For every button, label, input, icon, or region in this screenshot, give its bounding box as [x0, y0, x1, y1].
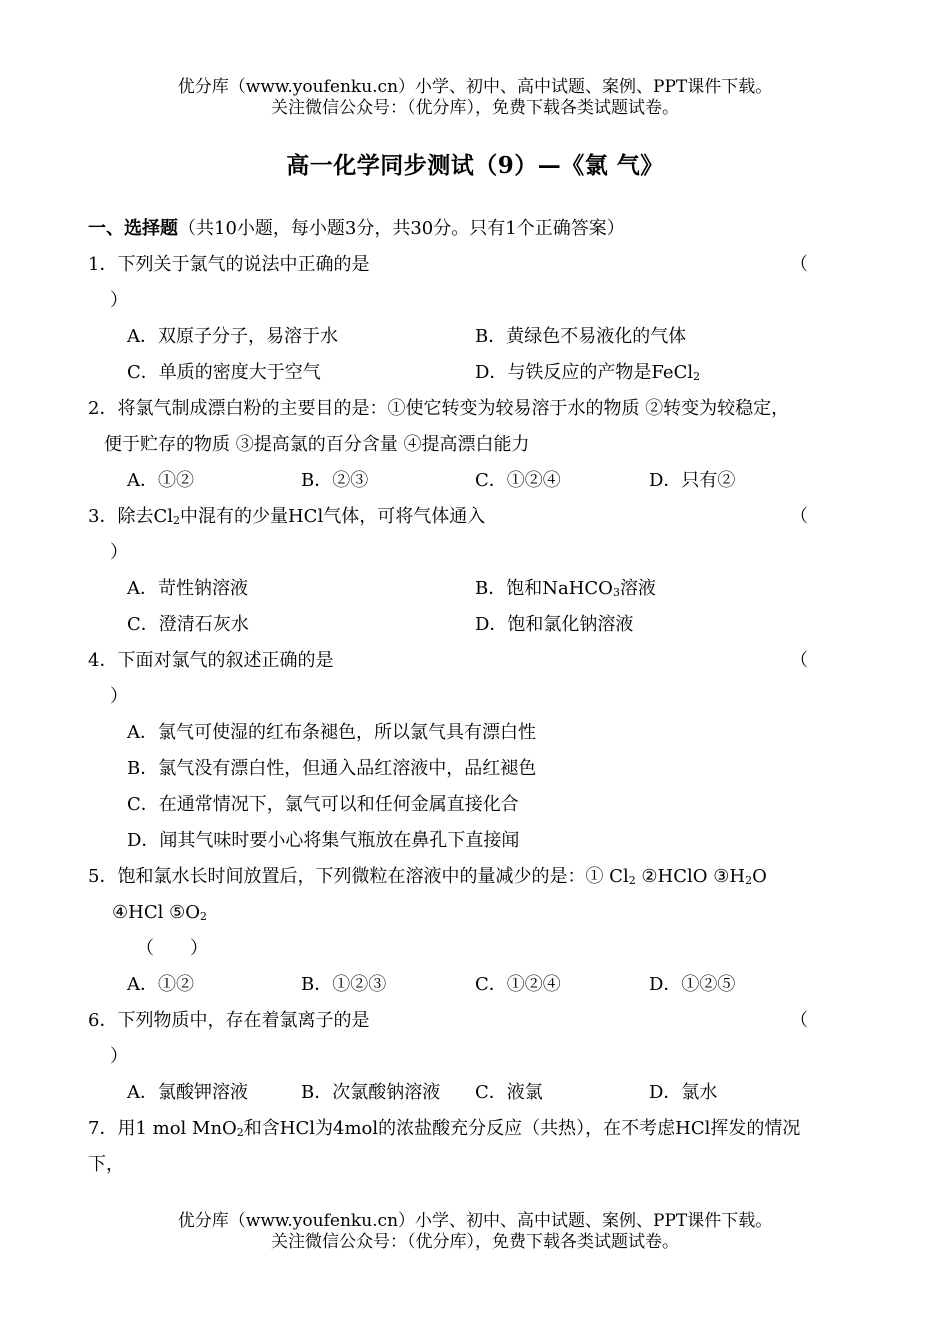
q6-option-d: D．氯水	[649, 1082, 718, 1103]
question-5-continuation	[88, 900, 868, 936]
q2-option-d: D．只有②	[649, 470, 736, 491]
answer-paren-open: （	[790, 254, 808, 275]
question-2-continuation	[88, 432, 868, 468]
q1-option-b: B．黄绿色不易液化的气体	[475, 326, 687, 347]
q5-option-c: C．①②④	[475, 974, 561, 995]
q2-option-c: C．①②④	[475, 470, 561, 491]
question-2-text-line-1: 2．将氯气制成漂白粉的主要目的是：①使它转变为较易溶于水的物质 ②转变为较稳定，	[88, 398, 790, 419]
q1-option-a: A．双原子分子，易溶于水	[127, 326, 338, 347]
question-3-text: 3．除去$Cl_2$中混有的少量HCl气体，可将气体通入	[88, 506, 486, 527]
answer-paren-open: （	[790, 506, 808, 527]
question-1-text: 1．下列关于氯气的说法中正确的是	[88, 254, 370, 275]
q3-option-d: D．饱和氯化钠溶液	[475, 614, 634, 635]
q6-option-b: B．次氯酸钠溶液	[301, 1082, 441, 1103]
answer-paren-row	[88, 1044, 868, 1080]
answer-paren-row	[88, 684, 868, 720]
question-5-text-line-1: 5．饱和氯水长时间放置后，下列微粒在溶液中的量减少的是：① $Cl_2$ ②HClO $③H_2O$	[88, 866, 767, 887]
q2-option-a: A．①②	[127, 470, 194, 491]
footer-line-1: 优分库（www.youfenku.cn）小学、初中、高中试题、案例、PPT课件下载。	[177, 1211, 773, 1231]
page-footer	[0, 1211, 950, 1253]
question-1-options-row-2	[88, 360, 868, 396]
answer-paren-close: ）	[110, 542, 128, 563]
question-7-text-line-2: 下，	[88, 1154, 124, 1175]
answer-paren-open: （	[790, 650, 808, 671]
header-line-1: 优分库（www.youfenku.cn）小学、初中、高中试题、案例、PPT课件下载。	[177, 77, 773, 97]
q4-option-b: B．氯气没有漂白性，但通入品红溶液中，品红褪色	[127, 758, 537, 779]
section-heading	[88, 216, 868, 252]
question-5-options	[88, 972, 868, 1008]
answer-paren-close: ）	[110, 686, 128, 707]
q2-option-b: B．②③	[301, 470, 369, 491]
q4-option-d: D．闻其气味时要小心将集气瓶放在鼻孔下直接闻	[127, 830, 520, 851]
question-5-text-line-2: ④HCl $⑤O_2$	[112, 902, 207, 923]
page-title: 高一化学同步测试（9）—《氯 气》	[286, 152, 664, 179]
question-6	[88, 1008, 868, 1044]
page-header	[0, 77, 950, 119]
question-2-options	[88, 468, 868, 504]
q6-option-c: C．液氯	[475, 1082, 543, 1103]
question-3-options-row-2	[88, 612, 868, 648]
question-1	[88, 252, 868, 288]
answer-paren-close: ）	[110, 1046, 128, 1067]
question-4-text: 4．下面对氯气的叙述正确的是	[88, 650, 334, 671]
question-2	[88, 396, 868, 432]
header-line-2: 关注微信公众号：（优分库），免费下载各类试题试卷。	[271, 98, 679, 118]
exam-content	[88, 216, 868, 1188]
answer-paren-row	[88, 540, 868, 576]
q1-option-d: D．与铁反应的产物是FeCl$_2$	[475, 362, 701, 383]
answer-paren-open: （	[790, 1010, 808, 1031]
question-3-options-row-1	[88, 576, 868, 612]
question-5	[88, 864, 868, 900]
question-1-options-row-1	[88, 324, 868, 360]
question-7-continuation	[88, 1152, 868, 1188]
q6-option-a: A．氯酸钾溶液	[127, 1082, 248, 1103]
section-description: （共10小题，每小题3分，共30分。只有1个正确答案）	[178, 218, 625, 239]
q4-option-c: C．在通常情况下，氯气可以和任何金属直接化合	[127, 794, 519, 815]
question-2-text-line-2: 便于贮存的物质 ③提高氯的百分含量 ④提高漂白能力	[104, 434, 530, 455]
q3-option-b: B．饱和NaHCO$_3$溶液	[475, 578, 656, 599]
q4-option-a: A．氯气可使湿的红布条褪色，所以氯气具有漂白性	[127, 722, 536, 743]
q1-option-c: C．单质的密度大于空气	[127, 362, 321, 383]
answer-paren-close: ）	[110, 290, 128, 311]
section-label: 一、选择题	[88, 218, 178, 239]
question-6-text: 6．下列物质中，存在着氯离子的是	[88, 1010, 370, 1031]
question-7-text-line-1: 7．用1 mol MnO$_2$和含HCl为4mol的浓盐酸充分反应（共热），在不考虑HCl挥发的情况	[88, 1118, 801, 1139]
q5-option-b: B．①②③	[301, 974, 387, 995]
question-7	[88, 1116, 868, 1152]
question-3	[88, 504, 868, 540]
q3-option-c: C．澄清石灰水	[127, 614, 249, 635]
q5-option-a: A．①②	[127, 974, 194, 995]
question-6-options	[88, 1080, 868, 1116]
question-4	[88, 648, 868, 684]
q3-option-a: A．苛性钠溶液	[127, 578, 248, 599]
footer-line-2: 关注微信公众号：（优分库），免费下载各类试题试卷。	[271, 1232, 679, 1252]
q5-option-d: D．①②⑤	[649, 974, 736, 995]
answer-paren-pair: （ ）	[136, 938, 208, 959]
answer-paren-row	[88, 288, 868, 324]
